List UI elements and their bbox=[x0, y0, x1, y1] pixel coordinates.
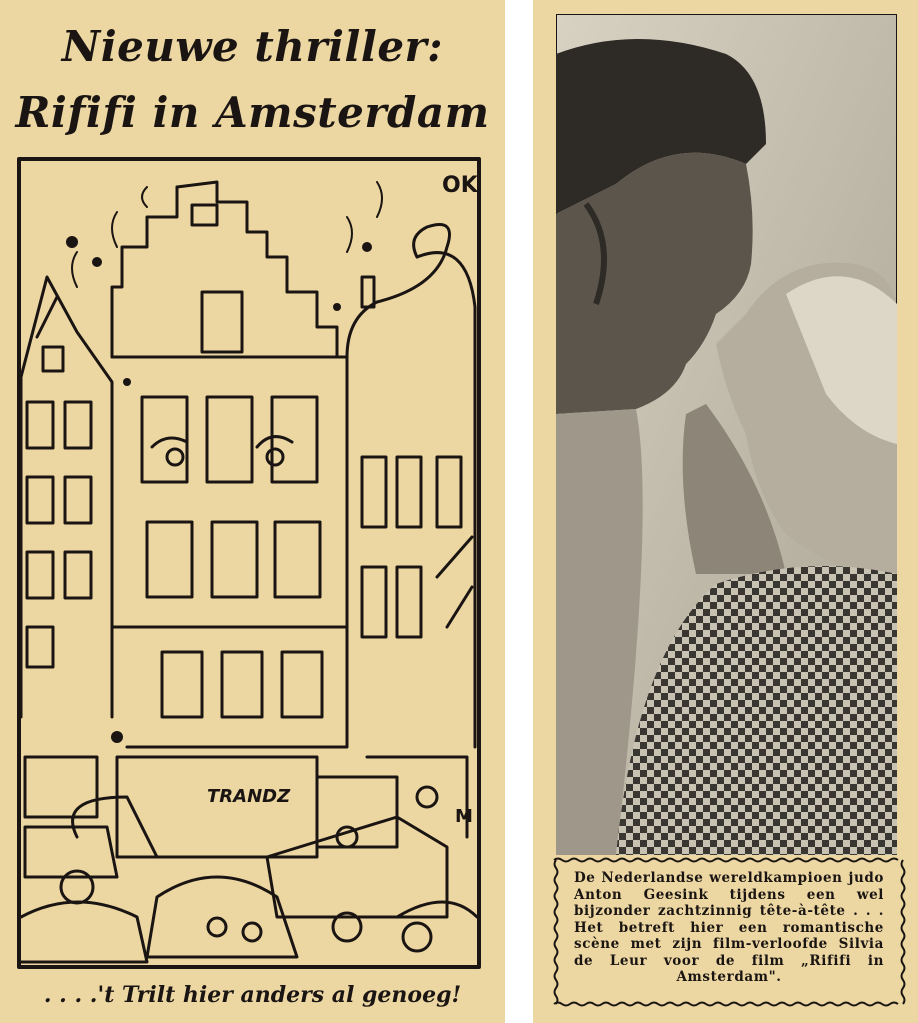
headline-line-2: Rififi in Amsterdam bbox=[15, 88, 490, 137]
vehicle-letter: M bbox=[455, 806, 473, 827]
headline-line-1: Nieuwe thriller: bbox=[61, 22, 444, 71]
truck-lettering: TRANDZ bbox=[207, 786, 291, 807]
cartoon-amsterdam-street bbox=[17, 157, 481, 969]
cartoon-caption: . . . .'t Trilt hier anders al genoeg! bbox=[43, 982, 462, 1008]
artist-signature: OK bbox=[442, 173, 478, 198]
kiss-photo-icon bbox=[556, 14, 897, 855]
photo-caption: De Nederlandse wereldkampioen judo Anton Geesink tijdens een wel bijzonder zachtzinnig tête-à-tête . . . Het betreft hier een romantische scène met zijn film-verloofde Silvia de Leur voor de film „Rififi in Amsterdam". bbox=[574, 870, 884, 985]
